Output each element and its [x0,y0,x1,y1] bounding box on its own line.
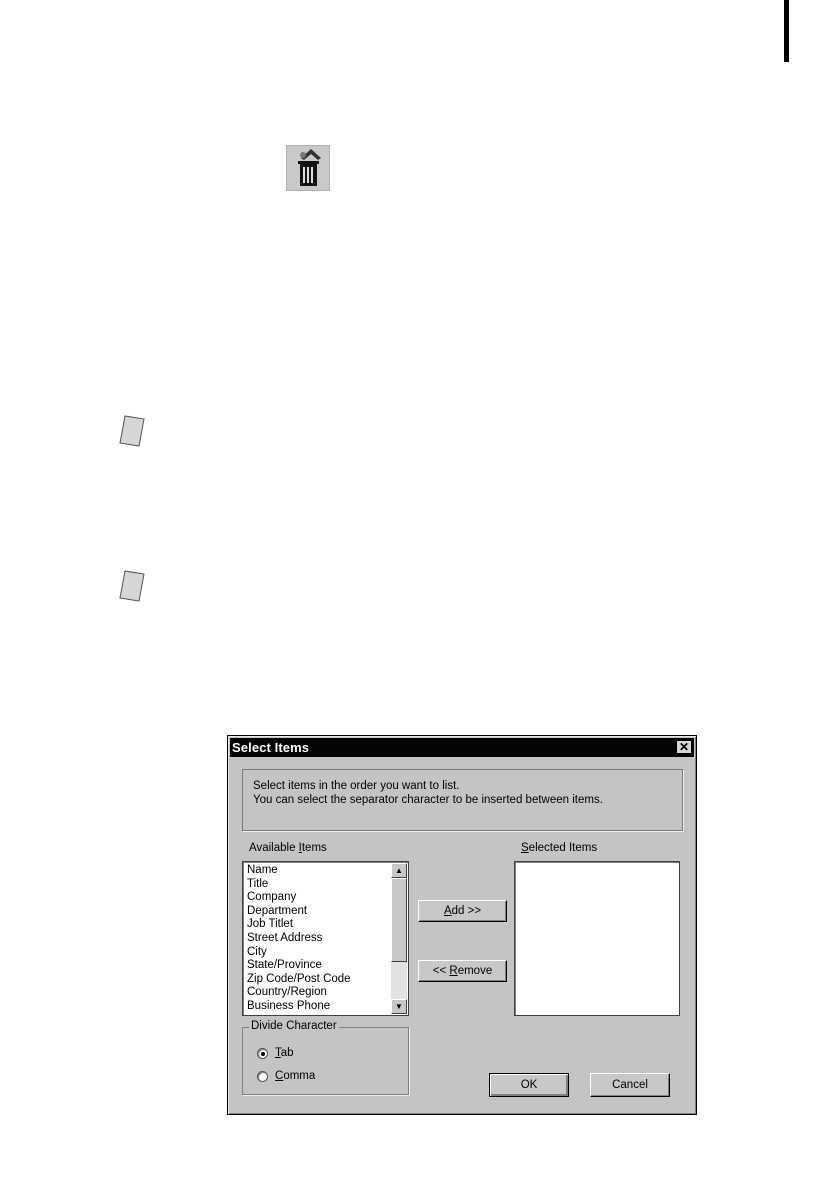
list-item[interactable]: City [247,945,267,958]
selected-items-list[interactable] [514,861,680,1016]
scroll-thumb[interactable] [391,878,407,962]
available-items [247,864,351,1014]
list-item[interactable]: Title [247,877,269,890]
list-item[interactable]: Street Address [247,931,323,944]
dialog-title: Select Items [232,740,310,755]
note-icon [118,414,146,448]
instructions-box [242,769,683,831]
available-items-label: Available Items [249,842,327,854]
list-item[interactable]: Zip Code/Post Code [247,972,351,985]
list-item[interactable]: Job Titlet [247,918,294,931]
page-edge-bar [784,0,789,62]
radio-selected-dot [261,1052,265,1056]
note-icon [118,569,146,603]
instruction-line-2: You can select the separator character to be inserted between items. [253,794,603,806]
scroll-down-arrow-icon[interactable]: ▼ [391,999,407,1014]
list-item[interactable]: Country/Region [247,986,327,999]
comma-radio-label[interactable]: Comma [275,1070,316,1082]
tab-radio[interactable] [257,1048,268,1059]
comma-radio[interactable] [257,1071,268,1082]
remove-button[interactable]: << Remove [418,960,507,982]
close-icon[interactable]: ✕ [676,740,692,754]
ok-button[interactable]: OK [489,1073,569,1097]
selected-items-label: Selected Items [521,842,598,854]
divide-character-group [242,1020,409,1095]
dialog-titlebar[interactable] [230,738,694,757]
available-items-list[interactable] [242,861,409,1016]
vertical-scrollbar[interactable] [391,863,407,1014]
tab-radio-label[interactable]: Tab [275,1047,294,1059]
cancel-button[interactable]: Cancel [590,1073,670,1097]
instruction-line-1: Select items in the order you want to list. [253,780,460,792]
list-item[interactable]: Name [247,864,278,876]
list-item[interactable]: Department [247,904,308,917]
scroll-up-arrow-icon[interactable]: ▲ [391,863,407,878]
trash-icon [286,145,330,191]
list-item[interactable]: State/Province [247,959,322,972]
divide-character-title: Divide Character [251,1020,337,1032]
add-button[interactable]: Add >> [418,900,507,922]
select-items-dialog [227,735,697,1115]
list-item[interactable]: Company [247,891,297,904]
list-item[interactable]: Business Phone [247,999,331,1012]
